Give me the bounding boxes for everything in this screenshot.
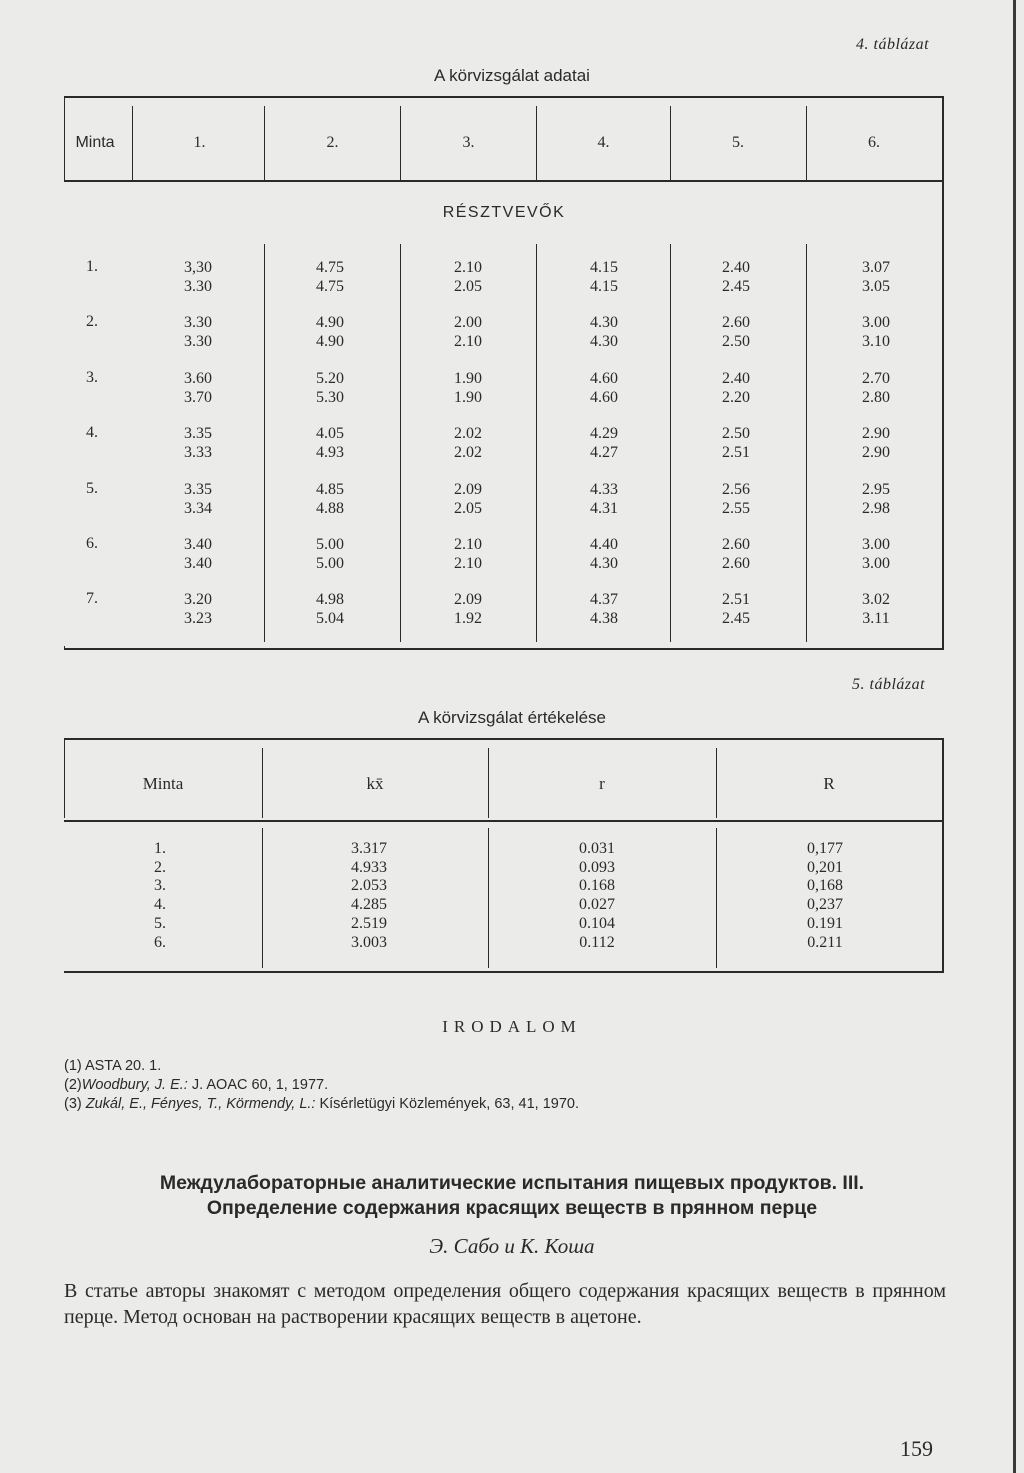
table4-cell: 4.29 — [590, 425, 618, 443]
table4-cell: 4.38 — [590, 610, 618, 628]
reference-number: (1) — [64, 1058, 82, 1074]
table5-header-rule — [64, 820, 944, 822]
table5-cell: 4.933 — [351, 858, 387, 876]
table4-cell: 4.85 — [316, 480, 344, 498]
table4-header-col-3: 3. — [462, 134, 475, 151]
table4-cell: 3.35 — [184, 480, 212, 498]
table4-cell: 2.09 — [454, 591, 482, 609]
table5-cell: 0.104 — [579, 914, 615, 932]
table5 — [64, 738, 946, 976]
reference-number: (3) — [64, 1096, 82, 1112]
table4-cell: 2.56 — [722, 480, 750, 498]
table4-row-label: 4. — [86, 424, 98, 442]
table4-subheader: RÉSZTVEVŐK — [442, 204, 566, 221]
table4-cell: 2.55 — [722, 499, 750, 517]
table4-cell: 4.75 — [316, 278, 344, 295]
table5-cell: 0.191 — [807, 914, 843, 932]
table4-left-stub — [64, 646, 65, 650]
table4-row-label: 1. — [86, 258, 98, 275]
table4-cell: 3.40 — [184, 555, 212, 572]
summary-title-line-2: Определение содержания красящих веществ в прянном перце — [206, 1197, 818, 1219]
table5-cell: 0.093 — [579, 858, 615, 876]
table4-cell: 4.05 — [316, 425, 344, 443]
table4-row-label: 2. — [86, 313, 98, 331]
table4-cell: 4.60 — [590, 369, 618, 387]
table4-cell: 3.33 — [184, 444, 212, 462]
table5-cell: 3.317 — [351, 840, 387, 857]
table5-cell: 1. — [154, 840, 166, 857]
table4-cell: 4.93 — [316, 444, 344, 462]
table4-cell: 2.40 — [722, 259, 750, 276]
literature-title: IRODALOM — [442, 1017, 582, 1036]
reference-item-2 — [64, 1076, 579, 1095]
table4-cell: 2.10 — [454, 333, 482, 351]
table4-cell: 2.20 — [722, 388, 750, 406]
table4-cell: 2.10 — [454, 259, 482, 276]
table5-cell: 2. — [154, 858, 166, 876]
table4-cell: 2.60 — [722, 555, 750, 572]
table4-cell: 3.00 — [862, 314, 890, 332]
table5-cell: 6. — [154, 933, 166, 951]
table4-cell: 2.50 — [722, 425, 750, 443]
table4-cell: 2.70 — [862, 369, 890, 387]
table4-cell: 3.11 — [862, 610, 890, 628]
reference-item-3 — [64, 1095, 579, 1114]
table4-cell: 2.40 — [722, 369, 750, 387]
table4-header-col-1: 1. — [193, 134, 206, 151]
literature-list — [64, 1057, 579, 1114]
table4-cell: 4.37 — [590, 591, 618, 609]
table4-cell: 1.92 — [454, 610, 482, 628]
table4-cell: 4.27 — [590, 444, 618, 462]
table4-top-rule — [64, 96, 944, 98]
table4-cell: 1.90 — [454, 388, 482, 406]
table4-cell: 2.10 — [454, 555, 482, 572]
table5-title: A körvizsgálat értékelése — [417, 708, 607, 727]
table4-cell: 2.09 — [454, 480, 482, 498]
table4-cell: 3,30 — [184, 259, 212, 276]
table4 — [64, 96, 946, 652]
table4-cell: 3.34 — [184, 499, 212, 517]
table4-cell: 4.98 — [316, 591, 344, 609]
table4-header-col-5: 5. — [732, 134, 744, 151]
reference-authors: Woodbury, J. E.: — [81, 1077, 188, 1093]
table5-bottom-rule — [64, 971, 944, 973]
table4-cell: 5.00 — [316, 555, 344, 572]
table5-cell: 0.168 — [579, 877, 615, 895]
table5-cell: 2.519 — [351, 914, 387, 932]
table4-cell: 2.02 — [454, 425, 482, 443]
table4-cell: 3.10 — [862, 333, 890, 351]
table4-header-col-2: 2. — [326, 134, 339, 151]
table4-cell: 4.31 — [590, 499, 618, 517]
table5-vline-3-body — [716, 828, 717, 968]
page-number: 159 — [900, 1436, 933, 1461]
table5-cell: 2.053 — [351, 877, 387, 895]
table4-header-minta: Minta — [75, 134, 115, 151]
reference-text: Kísérletügyi Közlemények, 63, 41, 1970. — [319, 1096, 580, 1112]
table4-body-separator — [806, 244, 807, 642]
table5-cell: 3.003 — [351, 933, 387, 951]
table4-cell: 4.15 — [590, 259, 618, 276]
table4-cell: 4.90 — [316, 333, 344, 351]
reference-text: J. AOAC 60, 1, 1977. — [191, 1077, 329, 1093]
table4-header-col-6: 6. — [868, 134, 880, 151]
table5-cell: 0.027 — [579, 896, 615, 914]
table4-cell: 2.80 — [862, 388, 890, 406]
table4-cell: 4.60 — [590, 388, 618, 406]
table4-cell: 3.00 — [862, 536, 890, 553]
table4-cell: 4.30 — [590, 333, 618, 351]
summary-authors: Э. Сабо и К. Коша — [429, 1234, 595, 1258]
table4-cell: 2.95 — [862, 480, 890, 498]
summary-title — [0, 1171, 1024, 1221]
table4-cell: 3.70 — [184, 388, 212, 406]
table5-cell: 0,237 — [807, 896, 843, 914]
table5-cell: 0.031 — [579, 840, 615, 857]
table4-cell: 4.88 — [316, 499, 344, 517]
table4-row-label: 7. — [86, 590, 98, 608]
table4-cell: 3.07 — [862, 259, 890, 276]
table5-cell: 5. — [154, 914, 166, 932]
table4-cell: 3.60 — [184, 369, 212, 387]
table4-header-rule — [64, 180, 944, 182]
table5-right-border — [942, 738, 944, 973]
table4-cell: 5.04 — [316, 610, 344, 628]
table5-header-R: R — [823, 774, 835, 793]
table4-right-border — [942, 96, 944, 650]
table4-cell: 5.30 — [316, 388, 344, 406]
table4-cell: 3.30 — [184, 278, 212, 295]
table4-cell: 3.00 — [862, 555, 890, 572]
table5-cell: 0.112 — [579, 933, 615, 951]
table4-cell: 2.05 — [454, 499, 482, 517]
table4-cell: 1.90 — [454, 369, 482, 387]
table4-body-separator — [670, 244, 671, 642]
table4-cell: 2.45 — [722, 278, 750, 295]
table4-title: A körvizsgálat adatai — [434, 66, 590, 85]
table4-cell: 2.05 — [454, 278, 482, 295]
table4-cell: 2.50 — [722, 333, 750, 351]
table4-cell: 2.10 — [454, 536, 482, 553]
table4-cell: 3.30 — [184, 333, 212, 351]
table5-vline-2-body — [488, 828, 489, 968]
table4-cell: 3.02 — [862, 591, 890, 609]
table4-cell: 3.30 — [184, 314, 212, 332]
reference-item-1 — [64, 1057, 579, 1076]
table4-cell: 2.51 — [722, 591, 750, 609]
table5-header-minta: Minta — [142, 774, 184, 793]
table4-cell: 2.90 — [862, 444, 890, 462]
table4-cell: 4.30 — [590, 555, 618, 572]
table5-top-rule — [64, 738, 944, 740]
summary-title-line-1: Междулабораторные аналитические испытания пищевых продуктов. III. — [159, 1172, 865, 1194]
table4-cell: 4.90 — [316, 314, 344, 332]
table4-cell: 2.60 — [722, 536, 750, 553]
table4-cell: 2.60 — [722, 314, 750, 332]
table4-cell: 4.75 — [316, 259, 344, 276]
table5-cell: 4. — [154, 896, 166, 914]
table4-row-label: 5. — [86, 479, 98, 497]
table5-cell: 4.285 — [351, 896, 387, 914]
table5-vline-1-body — [262, 828, 263, 968]
table4-body-separator — [400, 244, 401, 642]
table4-row-label: 3. — [86, 368, 98, 386]
table4-cell: 2.51 — [722, 444, 750, 462]
table4-row-label: 6. — [86, 535, 98, 552]
table4-cell: 3.23 — [184, 610, 212, 628]
table5-header-r: r — [599, 774, 605, 793]
table4-cell: 5.00 — [316, 536, 344, 553]
table5-cell: 3. — [154, 877, 166, 895]
table5-cell: 0,177 — [807, 840, 843, 857]
table5-cell: 0.211 — [807, 933, 843, 951]
summary-body: В статье авторы знакомят с методом определения общего содержания красящих веществ в прянном перце. Метод основан на растворении красящих веществ в ацетоне. — [64, 1280, 946, 1328]
table4-cell: 4.15 — [590, 278, 618, 295]
table5-caption: 5. táblázat — [852, 676, 926, 693]
table4-cell: 3.35 — [184, 425, 212, 443]
table4-bottom-rule — [64, 648, 944, 650]
table4-cell: 4.30 — [590, 314, 618, 332]
table4-cell: 4.33 — [590, 480, 618, 498]
table4-cell: 5.20 — [316, 369, 344, 387]
table4-body-separator — [536, 244, 537, 642]
reference-text: ASTA 20. 1. — [84, 1058, 162, 1074]
table4-cell: 3.20 — [184, 591, 212, 609]
table4-caption: 4. táblázat — [856, 36, 930, 53]
reference-authors: Zukál, E., Fényes, T., Körmendy, L.: — [85, 1096, 316, 1112]
reference-number: (2) — [64, 1077, 82, 1093]
table4-cell: 2.90 — [862, 425, 890, 443]
table4-cell: 3.40 — [184, 536, 212, 553]
table4-cell: 2.02 — [454, 444, 482, 462]
table4-cell: 4.40 — [590, 536, 618, 553]
table4-cell: 2.98 — [862, 499, 890, 517]
table4-header-col-4: 4. — [597, 134, 610, 151]
table4-cell: 2.45 — [722, 610, 750, 628]
table5-header-kx: kx̄ — [366, 774, 384, 793]
table4-body-separator — [264, 244, 265, 642]
table4-cell: 3.05 — [862, 278, 890, 295]
table5-cell: 0,168 — [807, 877, 843, 895]
table5-cell: 0,201 — [807, 858, 843, 876]
table4-cell: 2.00 — [454, 314, 482, 332]
